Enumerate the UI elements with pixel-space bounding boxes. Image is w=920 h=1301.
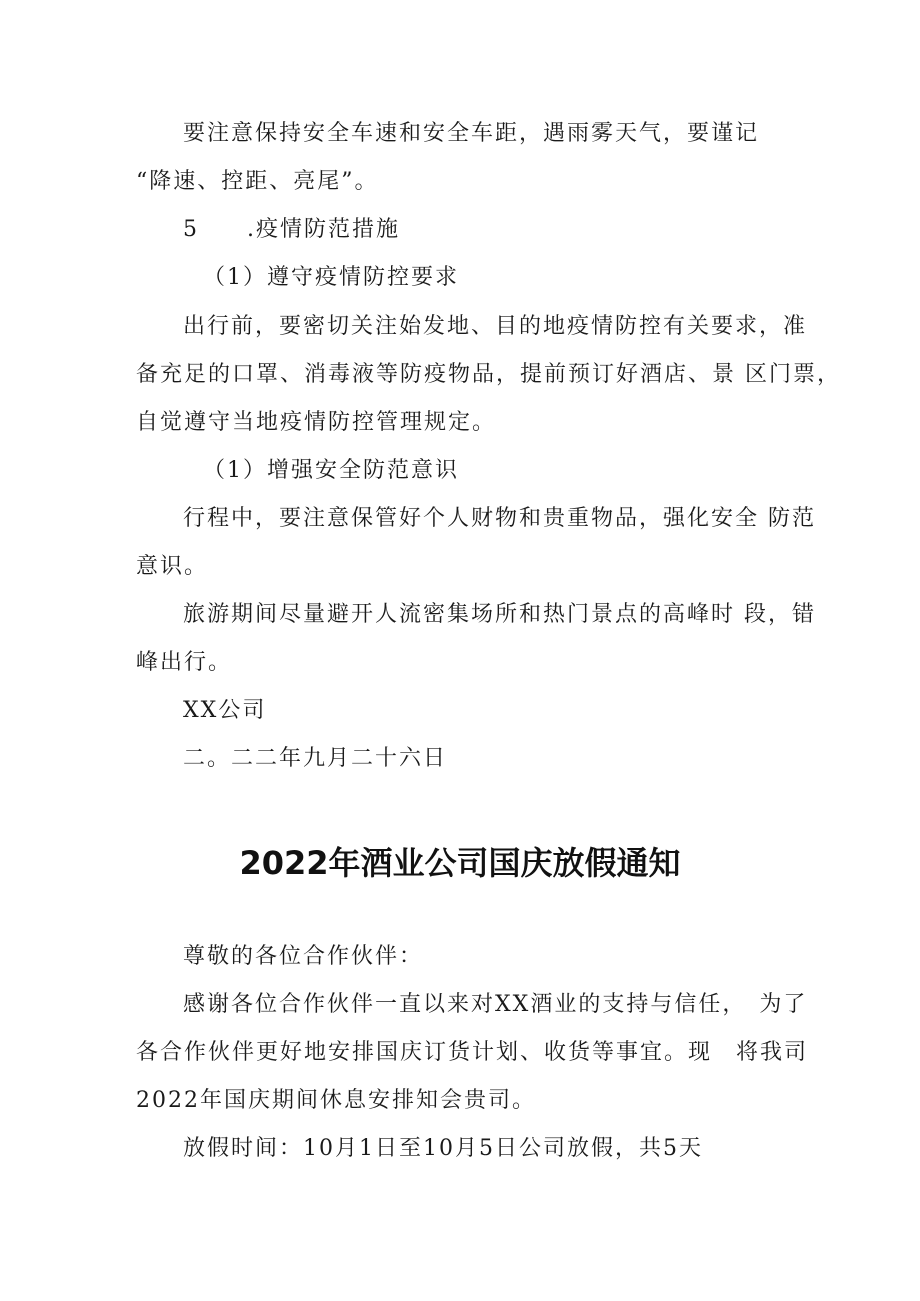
paragraph-line: 要注意保持安全车速和安全车距，遇雨雾天气，要谨记	[183, 121, 760, 146]
paragraph-line: 峰出行。	[136, 650, 233, 675]
subsection-heading: （1）遵守疫情防控要求	[203, 265, 459, 290]
paragraph-line: 意识。	[136, 554, 209, 579]
paragraph-line: “降速、控距、亮尾”。	[136, 169, 379, 194]
section-heading: 5 .疫情防范措施	[183, 217, 400, 242]
paragraph-line: 备充足的口罩、消毒液等防疫物品，提前预订好酒店、景 区门票，	[136, 362, 841, 387]
signature-date: 二。二二年九月二十六日	[183, 746, 448, 771]
paragraph-line: 自觉遵守当地疫情防控管理规定。	[136, 410, 497, 435]
paragraph-line: 2022年国庆期间休息安排知会贵司。	[136, 1088, 536, 1113]
notice-title: 2022年酒业公司国庆放假通知	[239, 844, 681, 882]
paragraph-line: 出行前，要密切关注始发地、目的地疫情防控有关要求，准	[183, 314, 808, 339]
paragraph-line: 旅游期间尽量避开人流密集场所和热门景点的高峰时 段，错	[183, 602, 816, 627]
paragraph-line: 各合作伙伴更好地安排国庆订货计划、收货等事宜。现 将我司	[136, 1040, 809, 1065]
salutation: 尊敬的各位合作伙伴：	[183, 944, 424, 969]
holiday-time: 放假时间：10月1日至10月5日公司放假，共5天	[183, 1136, 703, 1161]
paragraph-line: 行程中，要注意保管好个人财物和贵重物品，强化安全 防范	[183, 506, 816, 531]
subsection-heading: （1）增强安全防范意识	[203, 458, 459, 483]
signature-company: XX公司	[183, 698, 267, 723]
paragraph-line: 感谢各位合作伙伴一直以来对XX酒业的支持与信任， 为了	[183, 992, 808, 1017]
